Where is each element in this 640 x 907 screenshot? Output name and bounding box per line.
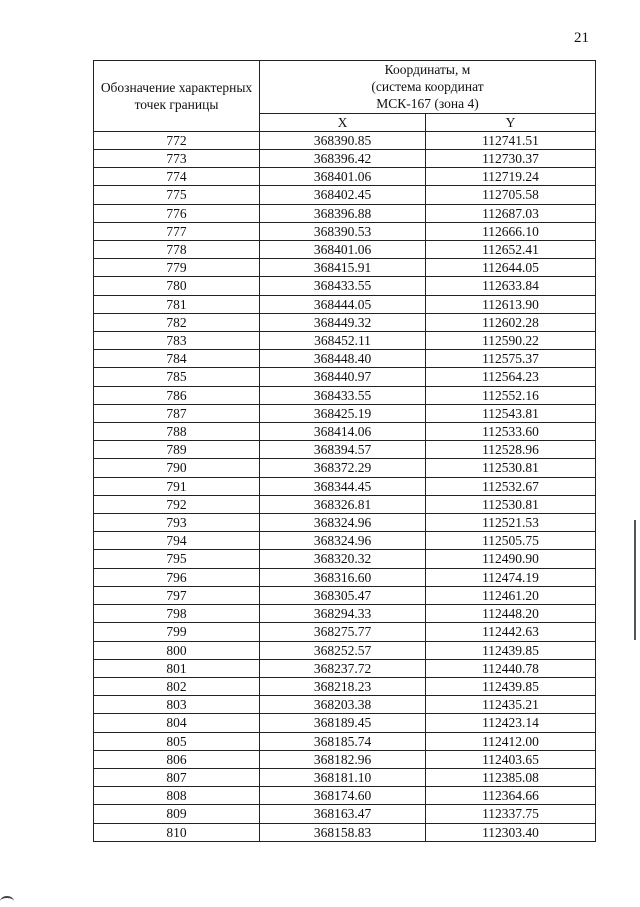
- x-coordinate-cell: 368390.85: [260, 131, 426, 149]
- table-row: [94, 168, 596, 186]
- table-row: [94, 295, 596, 313]
- y-coordinate-cell: 112705.58: [426, 186, 596, 204]
- table-row: [94, 423, 596, 441]
- table-row: [94, 677, 596, 695]
- x-coordinate-cell: 368452.11: [260, 332, 426, 350]
- table-row: [94, 332, 596, 350]
- y-coordinate-cell: 112364.66: [426, 787, 596, 805]
- point-number-cell: 799: [94, 623, 260, 641]
- x-coordinate-cell: 368275.77: [260, 623, 426, 641]
- table-row: [94, 532, 596, 550]
- y-coordinate-cell: 112652.41: [426, 241, 596, 259]
- y-coordinate-cell: 112602.28: [426, 313, 596, 331]
- page-number: 21: [574, 30, 589, 46]
- x-coordinate-cell: 368433.55: [260, 386, 426, 404]
- x-coordinate-cell: 368425.19: [260, 404, 426, 422]
- point-number-cell: 781: [94, 295, 260, 313]
- y-coordinate-cell: 112435.21: [426, 696, 596, 714]
- point-number-cell: 800: [94, 641, 260, 659]
- y-coordinate-cell: 112439.85: [426, 641, 596, 659]
- point-number-cell: 780: [94, 277, 260, 295]
- x-coordinate-cell: 368174.60: [260, 787, 426, 805]
- x-coordinate-cell: 368396.88: [260, 204, 426, 222]
- point-number-cell: 795: [94, 550, 260, 568]
- table-row: [94, 150, 596, 168]
- table-row: [94, 131, 596, 149]
- x-coordinate-cell: 368181.10: [260, 768, 426, 786]
- coordinates-header-line3: МСК-167 (зона 4): [376, 96, 479, 112]
- table-row: [94, 605, 596, 623]
- x-coordinate-cell: 368444.05: [260, 295, 426, 313]
- y-coordinate-cell: 112666.10: [426, 222, 596, 240]
- y-coordinate-cell: 112448.20: [426, 605, 596, 623]
- point-number-cell: 785: [94, 368, 260, 386]
- point-number-cell: 807: [94, 768, 260, 786]
- y-coordinate-cell: 112530.81: [426, 459, 596, 477]
- coordinates-header-line1: Координаты, м: [384, 62, 471, 77]
- y-coordinate-cell: 112442.63: [426, 623, 596, 641]
- table-row: [94, 550, 596, 568]
- point-number-cell: 806: [94, 750, 260, 768]
- coordinates-table: [93, 60, 596, 842]
- x-coordinate-cell: 368433.55: [260, 277, 426, 295]
- x-coordinate-cell: 368185.74: [260, 732, 426, 750]
- y-coordinate-cell: 112687.03: [426, 204, 596, 222]
- y-coordinate-cell: 112528.96: [426, 441, 596, 459]
- point-number-cell: 798: [94, 605, 260, 623]
- point-number-cell: 809: [94, 805, 260, 823]
- point-number-cell: 791: [94, 477, 260, 495]
- point-number-cell: 802: [94, 677, 260, 695]
- y-coordinate-cell: 112439.85: [426, 677, 596, 695]
- x-coordinate-cell: 368320.32: [260, 550, 426, 568]
- y-coordinate-cell: 112490.90: [426, 550, 596, 568]
- x-coordinate-cell: 368440.97: [260, 368, 426, 386]
- y-coordinate-cell: 112613.90: [426, 295, 596, 313]
- point-number-cell: 786: [94, 386, 260, 404]
- table-row: [94, 186, 596, 204]
- point-number-cell: 789: [94, 441, 260, 459]
- point-number-cell: 782: [94, 313, 260, 331]
- y-coordinate-cell: 112564.23: [426, 368, 596, 386]
- y-coordinate-cell: 112530.81: [426, 495, 596, 513]
- table-row: [94, 313, 596, 331]
- x-coordinate-cell: 368182.96: [260, 750, 426, 768]
- point-number-cell: 805: [94, 732, 260, 750]
- table-row: [94, 241, 596, 259]
- point-number-cell: 804: [94, 714, 260, 732]
- x-coordinate-cell: 368294.33: [260, 605, 426, 623]
- point-number-cell: 810: [94, 823, 260, 841]
- scan-edge-mark: [634, 520, 636, 640]
- table-row: [94, 823, 596, 841]
- point-number-cell: 788: [94, 423, 260, 441]
- table-row: [94, 641, 596, 659]
- point-number-cell: 773: [94, 150, 260, 168]
- x-coordinate-cell: 368316.60: [260, 568, 426, 586]
- y-coordinate-cell: 112521.53: [426, 514, 596, 532]
- x-coordinate-cell: 368344.45: [260, 477, 426, 495]
- x-coordinate-cell: 368401.06: [260, 241, 426, 259]
- y-coordinate-cell: 112412.00: [426, 732, 596, 750]
- point-designation-header: Обозначение характерных точек границы: [94, 61, 260, 132]
- table-row: [94, 259, 596, 277]
- point-number-cell: 783: [94, 332, 260, 350]
- table-row: [94, 222, 596, 240]
- table-row: [94, 696, 596, 714]
- point-number-cell: 772: [94, 131, 260, 149]
- y-coordinate-cell: 112423.14: [426, 714, 596, 732]
- x-coordinate-cell: 368305.47: [260, 586, 426, 604]
- x-coordinate-cell: 368324.96: [260, 514, 426, 532]
- y-coordinate-cell: 112719.24: [426, 168, 596, 186]
- y-column-header: Y: [426, 113, 596, 131]
- point-number-cell: 803: [94, 696, 260, 714]
- y-coordinate-cell: 112440.78: [426, 659, 596, 677]
- point-number-cell: 793: [94, 514, 260, 532]
- x-coordinate-cell: 368158.83: [260, 823, 426, 841]
- point-number-cell: 774: [94, 168, 260, 186]
- table-row: [94, 768, 596, 786]
- table-row: [94, 732, 596, 750]
- point-number-cell: 777: [94, 222, 260, 240]
- y-coordinate-cell: 112337.75: [426, 805, 596, 823]
- table-row: [94, 495, 596, 513]
- table-row: [94, 514, 596, 532]
- table-row: [94, 750, 596, 768]
- y-coordinate-cell: 112303.40: [426, 823, 596, 841]
- y-coordinate-cell: 112552.16: [426, 386, 596, 404]
- point-number-cell: 797: [94, 586, 260, 604]
- x-coordinate-cell: 368394.57: [260, 441, 426, 459]
- y-coordinate-cell: 112403.65: [426, 750, 596, 768]
- x-coordinate-cell: 368448.40: [260, 350, 426, 368]
- y-coordinate-cell: 112461.20: [426, 586, 596, 604]
- y-coordinate-cell: 112741.51: [426, 131, 596, 149]
- x-coordinate-cell: 368218.23: [260, 677, 426, 695]
- y-coordinate-cell: 112575.37: [426, 350, 596, 368]
- y-coordinate-cell: 112474.19: [426, 568, 596, 586]
- point-number-cell: 792: [94, 495, 260, 513]
- coordinates-header: [260, 61, 596, 114]
- table-row: [94, 459, 596, 477]
- x-coordinate-cell: 368203.38: [260, 696, 426, 714]
- table-row: [94, 277, 596, 295]
- y-coordinate-cell: 112533.60: [426, 423, 596, 441]
- point-number-cell: 796: [94, 568, 260, 586]
- x-coordinate-cell: 368396.42: [260, 150, 426, 168]
- y-coordinate-cell: 112644.05: [426, 259, 596, 277]
- scan-corner-mark: [0, 896, 14, 907]
- x-coordinate-cell: 368402.45: [260, 186, 426, 204]
- y-coordinate-cell: 112633.84: [426, 277, 596, 295]
- y-coordinate-cell: 112590.22: [426, 332, 596, 350]
- table-row: [94, 477, 596, 495]
- table-row: [94, 568, 596, 586]
- table-row: [94, 368, 596, 386]
- x-coordinate-cell: 368252.57: [260, 641, 426, 659]
- x-coordinate-cell: 368324.96: [260, 532, 426, 550]
- x-coordinate-cell: 368189.45: [260, 714, 426, 732]
- table-row: [94, 714, 596, 732]
- y-coordinate-cell: 112532.67: [426, 477, 596, 495]
- x-coordinate-cell: 368449.32: [260, 313, 426, 331]
- point-number-cell: 775: [94, 186, 260, 204]
- point-number-cell: 779: [94, 259, 260, 277]
- point-number-cell: 787: [94, 404, 260, 422]
- table-row: [94, 386, 596, 404]
- table-row: [94, 805, 596, 823]
- table-row: [94, 623, 596, 641]
- point-number-cell: 784: [94, 350, 260, 368]
- y-coordinate-cell: 112730.37: [426, 150, 596, 168]
- table-row: [94, 350, 596, 368]
- y-coordinate-cell: 112543.81: [426, 404, 596, 422]
- y-coordinate-cell: 112385.08: [426, 768, 596, 786]
- x-coordinate-cell: 368414.06: [260, 423, 426, 441]
- coordinates-header-line2: (система координат: [371, 79, 484, 95]
- table-row: [94, 787, 596, 805]
- point-number-cell: 790: [94, 459, 260, 477]
- point-number-cell: 794: [94, 532, 260, 550]
- table-row: [94, 659, 596, 677]
- point-number-cell: 801: [94, 659, 260, 677]
- x-coordinate-cell: 368237.72: [260, 659, 426, 677]
- x-coordinate-cell: 368401.06: [260, 168, 426, 186]
- header-row-main: [94, 61, 596, 114]
- x-coordinate-cell: 368326.81: [260, 495, 426, 513]
- table-row: [94, 404, 596, 422]
- y-coordinate-cell: 112505.75: [426, 532, 596, 550]
- x-column-header: X: [260, 113, 426, 131]
- x-coordinate-cell: 368372.29: [260, 459, 426, 477]
- table-row: [94, 586, 596, 604]
- x-coordinate-cell: 368415.91: [260, 259, 426, 277]
- point-number-cell: 776: [94, 204, 260, 222]
- table-row: [94, 441, 596, 459]
- x-coordinate-cell: 368163.47: [260, 805, 426, 823]
- table-row: [94, 204, 596, 222]
- point-number-cell: 808: [94, 787, 260, 805]
- x-coordinate-cell: 368390.53: [260, 222, 426, 240]
- point-number-cell: 778: [94, 241, 260, 259]
